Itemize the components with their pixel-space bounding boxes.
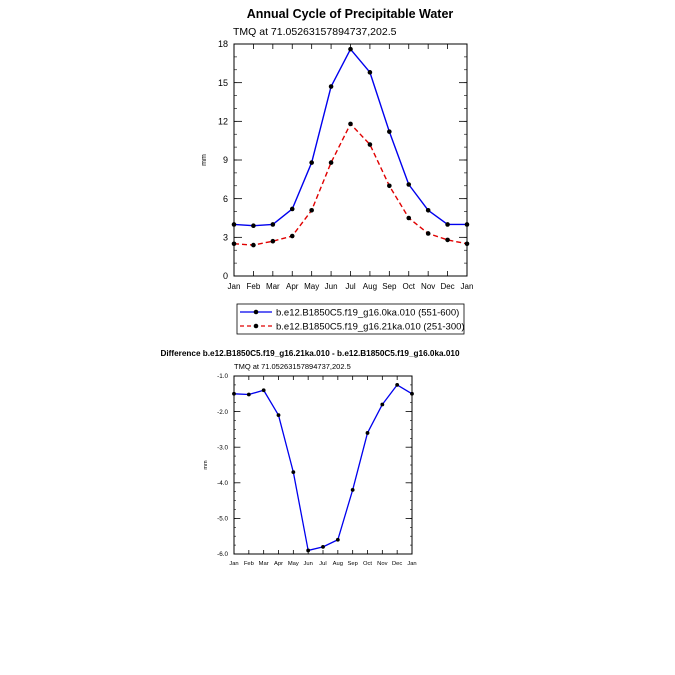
x-tick-label: Jul (345, 282, 356, 291)
data-point-series-2 (368, 142, 373, 147)
data-point-series-1 (445, 222, 450, 227)
data-point-series-1 (306, 549, 310, 553)
x-tick-label: May (304, 282, 320, 291)
y-tick-label: 9 (222, 155, 228, 166)
data-point-series-2 (445, 238, 450, 243)
data-point-series-2 (309, 208, 314, 213)
legend-label-series-2: b.e12.B1850C5.f19_g16.21ka.010 (251-300) (276, 321, 465, 333)
data-point-series-1 (406, 182, 411, 187)
y-tick-label: -4.0 (217, 480, 228, 488)
y-tick-label: -1.0 (217, 373, 228, 381)
x-tick-label: Sep (382, 282, 397, 291)
chart-axes (217, 373, 417, 567)
data-point-series-1 (329, 84, 334, 89)
y-tick-label: -2.0 (217, 408, 228, 416)
data-point-series-2 (329, 160, 334, 165)
y-tick-label: 18 (217, 39, 228, 50)
data-point-series-1 (351, 488, 355, 492)
data-point-series-1 (426, 208, 431, 213)
x-tick-label: Nov (377, 560, 388, 567)
x-tick-label: Oct (402, 282, 415, 291)
series-layer (232, 47, 470, 248)
data-point-series-1 (321, 545, 325, 549)
data-point-series-2 (406, 216, 411, 221)
data-point-series-1 (368, 70, 373, 75)
data-point-series-2 (290, 234, 295, 239)
data-point-series-2 (348, 122, 353, 127)
chart-subtitle: TMQ at 71.05263157894737,202.5 (234, 362, 351, 371)
series-line-2 (234, 124, 467, 245)
x-tick-label: Feb (246, 282, 261, 291)
data-point-series-1 (291, 470, 295, 474)
x-tick-label: Aug (362, 282, 378, 291)
data-point-series-1 (387, 129, 392, 134)
x-tick-label: Nov (421, 282, 436, 291)
data-point-series-1 (395, 383, 399, 387)
x-tick-label: Mar (258, 560, 269, 567)
x-tick-label: Jan (227, 282, 241, 291)
y-tick-label: 12 (217, 116, 228, 127)
x-tick-label: Jun (324, 282, 338, 291)
x-tick-label: Dec (440, 282, 455, 291)
y-axis-label: mm (203, 460, 209, 470)
x-tick-label: Feb (243, 560, 254, 567)
y-tick-label: 15 (217, 77, 228, 88)
plot-frame (234, 376, 412, 554)
data-point-series-1 (262, 388, 266, 392)
legend-label-series-1: b.e12.B1850C5.f19_g16.0ka.010 (551-600) (276, 307, 460, 319)
data-point-series-1 (247, 393, 251, 397)
difference-chart (160, 349, 459, 567)
y-tick-label: 3 (222, 232, 228, 243)
chart-title: Difference b.e12.B1850C5.f19_g16.21ka.010 - b.e12.B1850C5.f19_g16.0ka.010 (160, 349, 460, 358)
data-point-series-2 (271, 239, 276, 244)
legend-marker-series-2 (254, 324, 259, 329)
data-point-series-2 (251, 243, 256, 248)
data-point-series-2 (387, 183, 392, 188)
y-tick-label: -3.0 (217, 444, 228, 452)
x-tick-label: Jan (229, 560, 239, 567)
data-point-series-1 (348, 47, 353, 52)
x-tick-label: Sep (347, 560, 358, 567)
y-tick-label: 6 (222, 193, 228, 204)
x-tick-label: Apr (286, 282, 299, 291)
x-tick-label: Dec (392, 560, 403, 567)
data-point-series-1 (336, 538, 340, 542)
chart-title: Annual Cycle of Precipitable Water (246, 7, 454, 21)
series-line-1 (234, 49, 467, 226)
legend-marker-series-1 (254, 310, 259, 315)
x-tick-label: May (287, 560, 299, 567)
chart-legend (237, 304, 465, 334)
data-point-series-1 (271, 222, 276, 227)
x-tick-label: Mar (265, 282, 280, 291)
x-tick-label: Jan (407, 560, 417, 567)
x-tick-label: Jan (460, 282, 474, 291)
x-tick-label: Aug (332, 560, 343, 567)
data-point-series-1 (380, 403, 384, 407)
chart-axes (218, 39, 473, 291)
chart-subtitle: TMQ at 71.05263157894737,202.5 (233, 26, 397, 38)
y-tick-label: -6.0 (217, 551, 228, 559)
x-tick-label: Jun (303, 560, 313, 567)
y-tick-label: 0 (222, 271, 228, 282)
series-line-1 (234, 385, 412, 551)
x-tick-label: Apr (273, 560, 284, 567)
data-point-series-1 (251, 223, 256, 228)
x-tick-label: Jul (319, 560, 327, 567)
data-point-series-1 (366, 431, 370, 435)
plot-frame (234, 44, 467, 276)
annual-cycle-chart (201, 7, 473, 334)
data-point-series-1 (309, 160, 314, 165)
data-point-series-2 (426, 231, 431, 236)
x-tick-label: Oct (362, 560, 373, 567)
data-point-series-1 (290, 207, 295, 212)
data-point-series-1 (277, 413, 281, 417)
y-axis-label: mm (201, 154, 208, 166)
y-tick-label: -5.0 (217, 515, 228, 523)
series-layer (232, 383, 414, 552)
